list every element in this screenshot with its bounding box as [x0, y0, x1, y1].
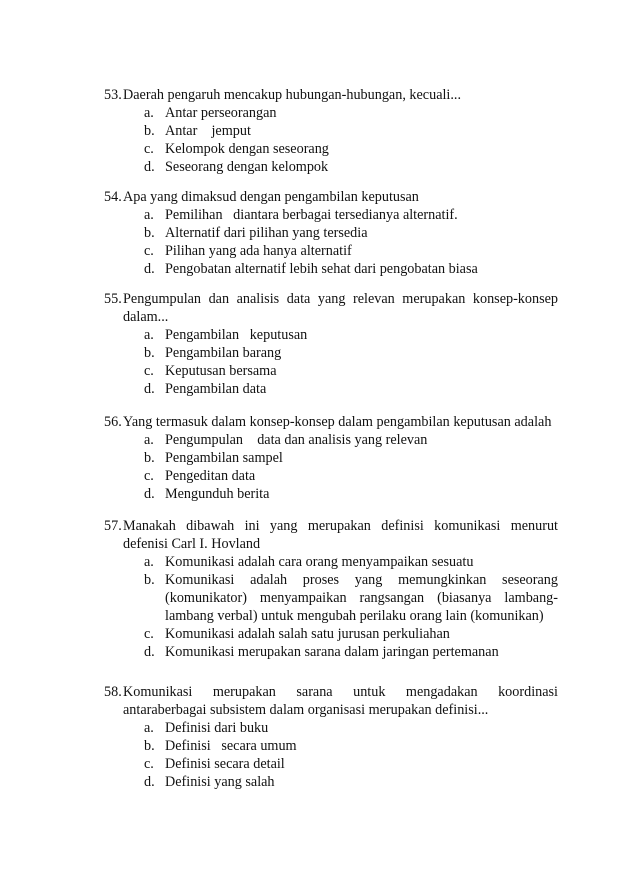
- option-d: [104, 260, 558, 278]
- option-letter: b.: [144, 123, 155, 139]
- option-text: Kelompok dengan seseorang: [165, 141, 329, 157]
- option-a: [104, 719, 558, 737]
- question-text: Yang termasuk dalam konsep-konsep dalam pengambilan keputusan adalah: [123, 414, 552, 430]
- question-53: [104, 86, 558, 176]
- question-stem: [104, 683, 558, 719]
- option-text: Antar perseorangan: [165, 105, 277, 121]
- option-letter: c.: [144, 141, 154, 157]
- question-stem: [104, 188, 558, 206]
- options-list: [104, 553, 558, 661]
- option-letter: b.: [144, 572, 155, 588]
- options-list: [104, 326, 558, 398]
- option-c: [104, 362, 558, 380]
- question-57: [104, 517, 558, 661]
- question-number: 57.: [104, 518, 122, 534]
- option-b: [104, 571, 558, 625]
- option-text: Alternatif dari pilihan yang tersedia: [165, 225, 368, 241]
- option-letter: b.: [144, 225, 155, 241]
- option-letter: a.: [144, 432, 154, 448]
- option-letter: d.: [144, 159, 155, 175]
- option-b: [104, 737, 558, 755]
- option-letter: b.: [144, 450, 155, 466]
- option-letter: c.: [144, 468, 154, 484]
- question-56: [104, 413, 558, 503]
- question-number: 58.: [104, 684, 122, 700]
- option-letter: d.: [144, 486, 155, 502]
- option-letter: c.: [144, 243, 154, 259]
- option-letter: d.: [144, 381, 155, 397]
- question-text: Komunikasi merupakan sarana untuk mengadakan koordinasi antaraberbagai subsistem dalam organisasi merupakan definisi...: [123, 684, 558, 718]
- option-text: Definisi secara detail: [165, 756, 285, 772]
- question-54: [104, 188, 558, 278]
- option-a: [104, 431, 558, 449]
- option-d: [104, 643, 558, 661]
- option-letter: c.: [144, 363, 154, 379]
- option-c: [104, 242, 558, 260]
- question-text: Pengumpulan dan analisis data yang relevan merupakan konsep-konsep dalam...: [123, 291, 558, 325]
- option-text: Pengobatan alternatif lebih sehat dari pengobatan biasa: [165, 261, 478, 277]
- option-b: [104, 344, 558, 362]
- question-55: [104, 290, 558, 398]
- option-a: [104, 326, 558, 344]
- option-text: Pengambilan keputusan: [165, 327, 308, 343]
- question-number: 56.: [104, 414, 122, 430]
- option-text: Seseorang dengan kelompok: [165, 159, 329, 175]
- option-text: Pengambilan barang: [165, 345, 282, 361]
- option-b: [104, 122, 558, 140]
- option-c: [104, 140, 558, 158]
- question-text: Manakah dibawah ini yang merupakan definisi komunikasi menurut defenisi Carl I. Hovland: [123, 518, 558, 552]
- option-d: [104, 380, 558, 398]
- option-text: Pilihan yang ada hanya alternatif: [165, 243, 352, 259]
- option-text: Pengeditan data: [165, 468, 256, 484]
- option-text: Pengambilan sampel: [165, 450, 283, 466]
- question-stem: [104, 517, 558, 553]
- option-letter: b.: [144, 738, 155, 754]
- option-letter: d.: [144, 644, 155, 660]
- option-text: Komunikasi adalah salah satu jurusan perkuliahan: [165, 626, 450, 642]
- option-letter: c.: [144, 756, 154, 772]
- option-letter: d.: [144, 774, 155, 790]
- option-b: [104, 449, 558, 467]
- option-text: Definisi secara umum: [165, 738, 297, 754]
- options-list: [104, 206, 558, 278]
- option-text: Komunikasi adalah proses yang memungkinkan seseorang (komunikator) menyampaikan rangsangan (biasanya lambang-lambang verbal) untuk mengubah perilaku orang lain (komunikan): [165, 572, 558, 624]
- option-text: Antar jemput: [165, 123, 251, 139]
- option-d: [104, 158, 558, 176]
- option-text: Definisi dari buku: [165, 720, 269, 736]
- question-number: 53.: [104, 87, 122, 103]
- option-text: Keputusan bersama: [165, 363, 277, 379]
- question-text: Apa yang dimaksud dengan pengambilan keputusan: [123, 189, 419, 205]
- option-letter: a.: [144, 720, 154, 736]
- question-text: Daerah pengaruh mencakup hubungan-hubungan, kecuali...: [123, 87, 462, 103]
- option-c: [104, 755, 558, 773]
- option-letter: a.: [144, 327, 154, 343]
- option-text: Pengambilan data: [165, 381, 267, 397]
- option-letter: c.: [144, 626, 154, 642]
- option-d: [104, 485, 558, 503]
- question-stem: [104, 413, 558, 431]
- option-a: [104, 553, 558, 571]
- question-stem: [104, 290, 558, 326]
- option-d: [104, 773, 558, 791]
- option-text: Pengumpulan data dan analisis yang relevan: [165, 432, 428, 448]
- options-list: [104, 719, 558, 791]
- option-text: Komunikasi merupakan sarana dalam jaringan pertemanan: [165, 644, 499, 660]
- option-a: [104, 206, 558, 224]
- options-list: [104, 431, 558, 503]
- option-text: Definisi yang salah: [165, 774, 275, 790]
- question-stem: [104, 86, 558, 104]
- option-letter: a.: [144, 554, 154, 570]
- option-c: [104, 467, 558, 485]
- question-number: 55.: [104, 291, 122, 307]
- option-c: [104, 625, 558, 643]
- option-a: [104, 104, 558, 122]
- options-list: [104, 104, 558, 176]
- option-letter: b.: [144, 345, 155, 361]
- option-letter: a.: [144, 207, 154, 223]
- option-letter: a.: [144, 105, 154, 121]
- option-text: Komunikasi adalah cara orang menyampaikan sesuatu: [165, 554, 474, 570]
- option-text: Pemilihan diantara berbagai tersedianya alternatif.: [165, 207, 458, 223]
- option-letter: d.: [144, 261, 155, 277]
- question-58: [104, 683, 558, 791]
- option-b: [104, 224, 558, 242]
- option-text: Mengunduh berita: [165, 486, 270, 502]
- question-number: 54.: [104, 189, 122, 205]
